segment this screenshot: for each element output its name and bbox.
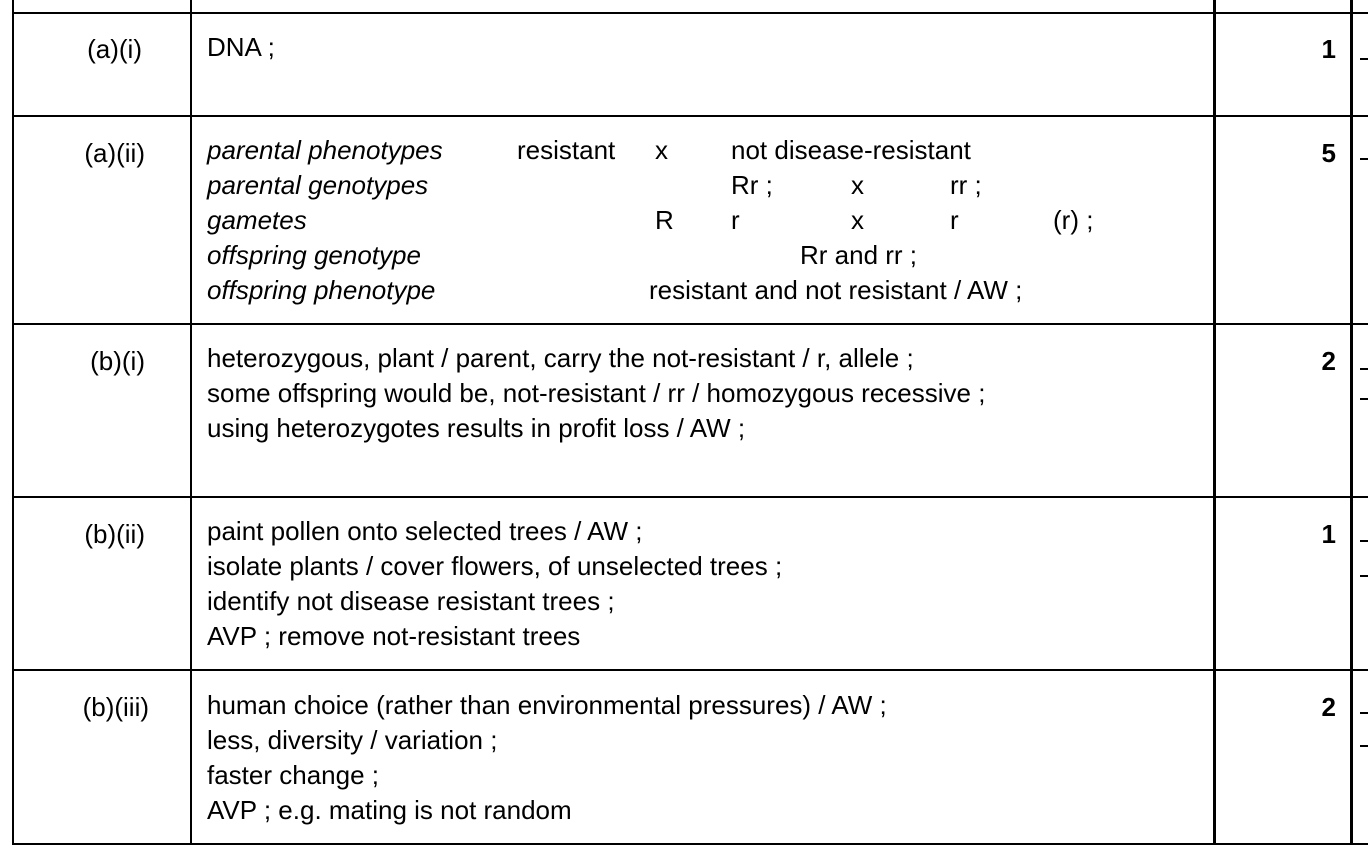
cross-value: Rr and rr ; [800,240,918,270]
row-divider [14,669,1368,671]
column-divider [1350,0,1353,845]
edge-mark [1360,540,1368,542]
cross-value: Rr ; [731,170,773,200]
row-divider [14,496,1368,498]
edge-mark [1360,158,1368,160]
answer-line: paint pollen onto selected trees / AW ; [207,516,643,546]
answer-line: some offspring would be, not-resistant / rr / homozygous recessive ; [207,378,986,408]
cross-label-offspring-genotype: offspring genotype [207,240,421,270]
marks-value: 5 [1321,138,1336,168]
cross-value: not disease-resistant [731,135,971,165]
answer-line: AVP ; e.g. mating is not random [207,795,572,825]
cross-label-parental-genotypes: parental genotypes [207,170,429,200]
edge-mark [1360,575,1368,577]
edge-mark [1360,712,1368,714]
question-number: (a)(ii) [84,138,145,168]
cross-value: rr ; [950,170,982,200]
answer-line: isolate plants / cover flowers, of unselected trees ; [207,551,783,581]
answer-block [207,688,887,828]
answer-block [207,514,782,654]
cross-symbol: x [851,205,864,235]
cross-label-offspring-phenotype: offspring phenotype [207,275,436,305]
cross-label-parental-phenotypes: parental phenotypes [207,135,443,165]
answer-line: DNA ; [207,32,275,62]
answer-line: faster change ; [207,760,379,790]
edge-mark [1360,58,1368,60]
question-number: (a)(i) [87,34,142,64]
marks-value: 2 [1321,692,1336,722]
table-left-border [12,0,14,845]
edge-mark [1360,745,1368,747]
answer-line: less, diversity / variation ; [207,725,498,755]
marks-value: 1 [1321,34,1336,64]
cross-value: r [950,205,959,235]
question-number: (b)(iii) [82,692,149,722]
answer-block [207,341,985,446]
cross-symbol: x [655,135,668,165]
edge-mark [1360,398,1368,400]
row-divider [14,115,1368,117]
marks-value: 1 [1321,519,1336,549]
marks-value: 2 [1321,346,1336,376]
question-number: (b)(i) [90,346,145,376]
cross-symbol: x [851,170,864,200]
cross-value: R [655,205,674,235]
answer-line: AVP ; remove not-resistant trees [207,621,581,651]
answer-line: human choice (rather than environmental pressures) / AW ; [207,690,887,720]
cross-value: (r) ; [1053,205,1094,235]
column-divider [190,0,192,845]
table-bottom-border [14,843,1368,845]
answer-line: identify not disease resistant trees ; [207,586,615,616]
cross-value: r [731,205,740,235]
question-number: (b)(ii) [84,519,145,549]
column-divider [1213,0,1216,845]
cross-value: resistant and not resistant / AW ; [649,275,1023,305]
table-top-border [14,12,1368,14]
answer-line: using heterozygotes results in profit loss / AW ; [207,413,746,443]
cross-label-gametes: gametes [207,205,307,235]
cross-value: resistant [517,135,616,165]
answer-line: heterozygous, plant / parent, carry the not-resistant / r, allele ; [207,343,914,373]
row-divider [14,323,1368,325]
edge-mark [1360,368,1368,370]
